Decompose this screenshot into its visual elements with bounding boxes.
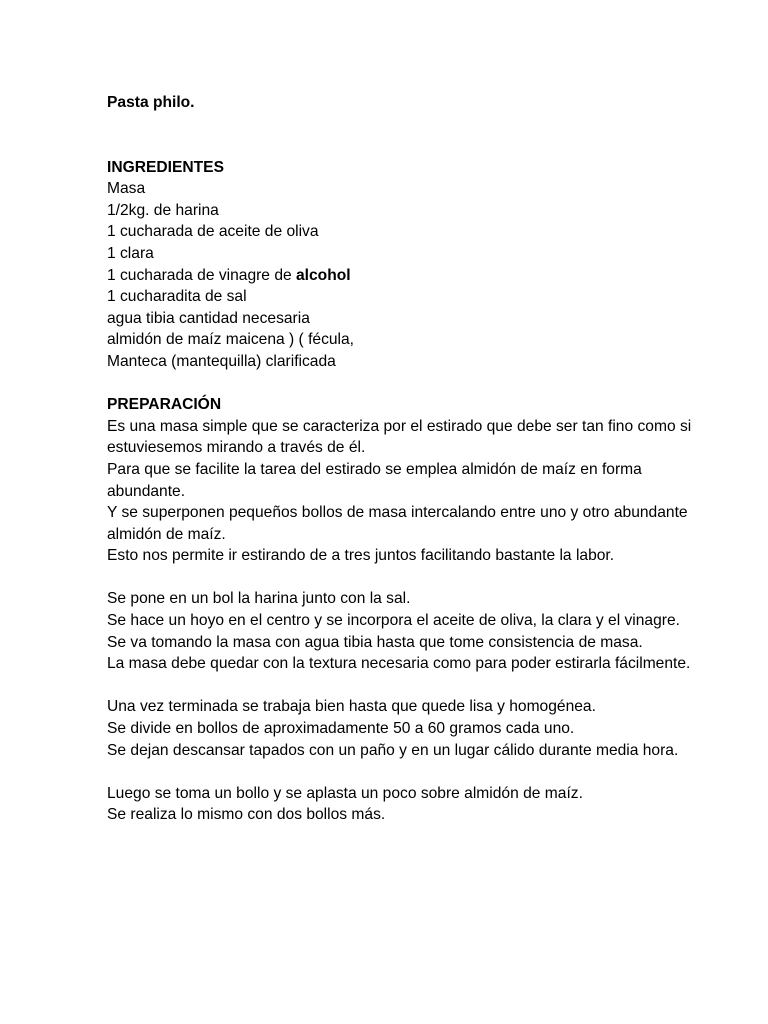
preparation-heading: PREPARACIÓN [107,396,222,414]
spacer [107,567,708,589]
preparation-paragraph: Una vez terminada se trabaja bien hasta que quede lisa y homogénea. [107,698,596,716]
preparation-paragraph: Se dejan descansar tapados con un paño y en un lugar cálido durante media hora. [107,741,679,759]
preparation-section [107,394,708,826]
ingredient-item: 1/2kg. de harina [107,201,219,219]
ingredient-item: Manteca (mantequilla) clarificada [107,352,336,370]
ingredients-heading: INGREDIENTES [107,158,224,176]
ingredient-item: 1 cucharada de aceite de oliva [107,223,319,241]
recipe-title: Pasta philo. [107,94,195,111]
preparation-paragraph: Luego se toma un bollo y se aplasta un poco sobre almidón de maíz. [107,784,583,802]
preparation-paragraph: Se realiza lo mismo con dos bollos más. [107,806,386,824]
ingredients-section [107,157,708,373]
preparation-paragraph: Se pone en un bol la harina junto con la sal. [107,590,411,608]
preparation-paragraph: Esto nos permite ir estirando de a tres juntos facilitando bastante la labor. [107,547,615,565]
preparation-paragraph: Y se superponen pequeños bollos de masa intercalando entre uno y otro abundante almidón de maíz. [107,504,688,543]
spacer [107,761,708,783]
ingredient-item: 1 cucharadita de sal [107,288,247,306]
preparation-paragraph: Es una masa simple que se caracteriza por el estirado que debe ser tan fino como si estuviesemos mirando a través de él. [107,417,692,457]
ingredient-item: 1 clara [107,244,154,262]
preparation-paragraph: Se va tomando la masa con agua tibia hasta que tome consistencia de masa. [107,633,643,651]
ingredient-item-vinegar [107,265,708,287]
preparation-paragraph: Se divide en bollos de aproximadamente 50 a 60 gramos cada uno. [107,720,575,738]
spacer [107,373,708,395]
ingredient-vinegar-text: 1 cucharada de vinagre de [107,266,296,284]
preparation-paragraph: Para que se facilite la tarea del estirado se emplea almidón de maíz en forma abundante. [107,460,642,500]
ingredient-item: Masa [107,180,146,198]
ingredient-vinegar-bold: alcohol [296,266,351,284]
spacer [107,675,708,697]
spacer [107,114,708,157]
preparation-paragraph: La masa debe quedar con la textura necesaria como para poder estirarla fácilmente. [107,655,691,673]
ingredient-item: agua tibia cantidad necesaria [107,309,310,327]
ingredient-item: almidón de maíz maicena ) ( fécula, [107,331,355,349]
preparation-paragraph: Se hace un hoyo en el centro y se incorpora el aceite de oliva, la clara y el vinagre. [107,612,680,630]
